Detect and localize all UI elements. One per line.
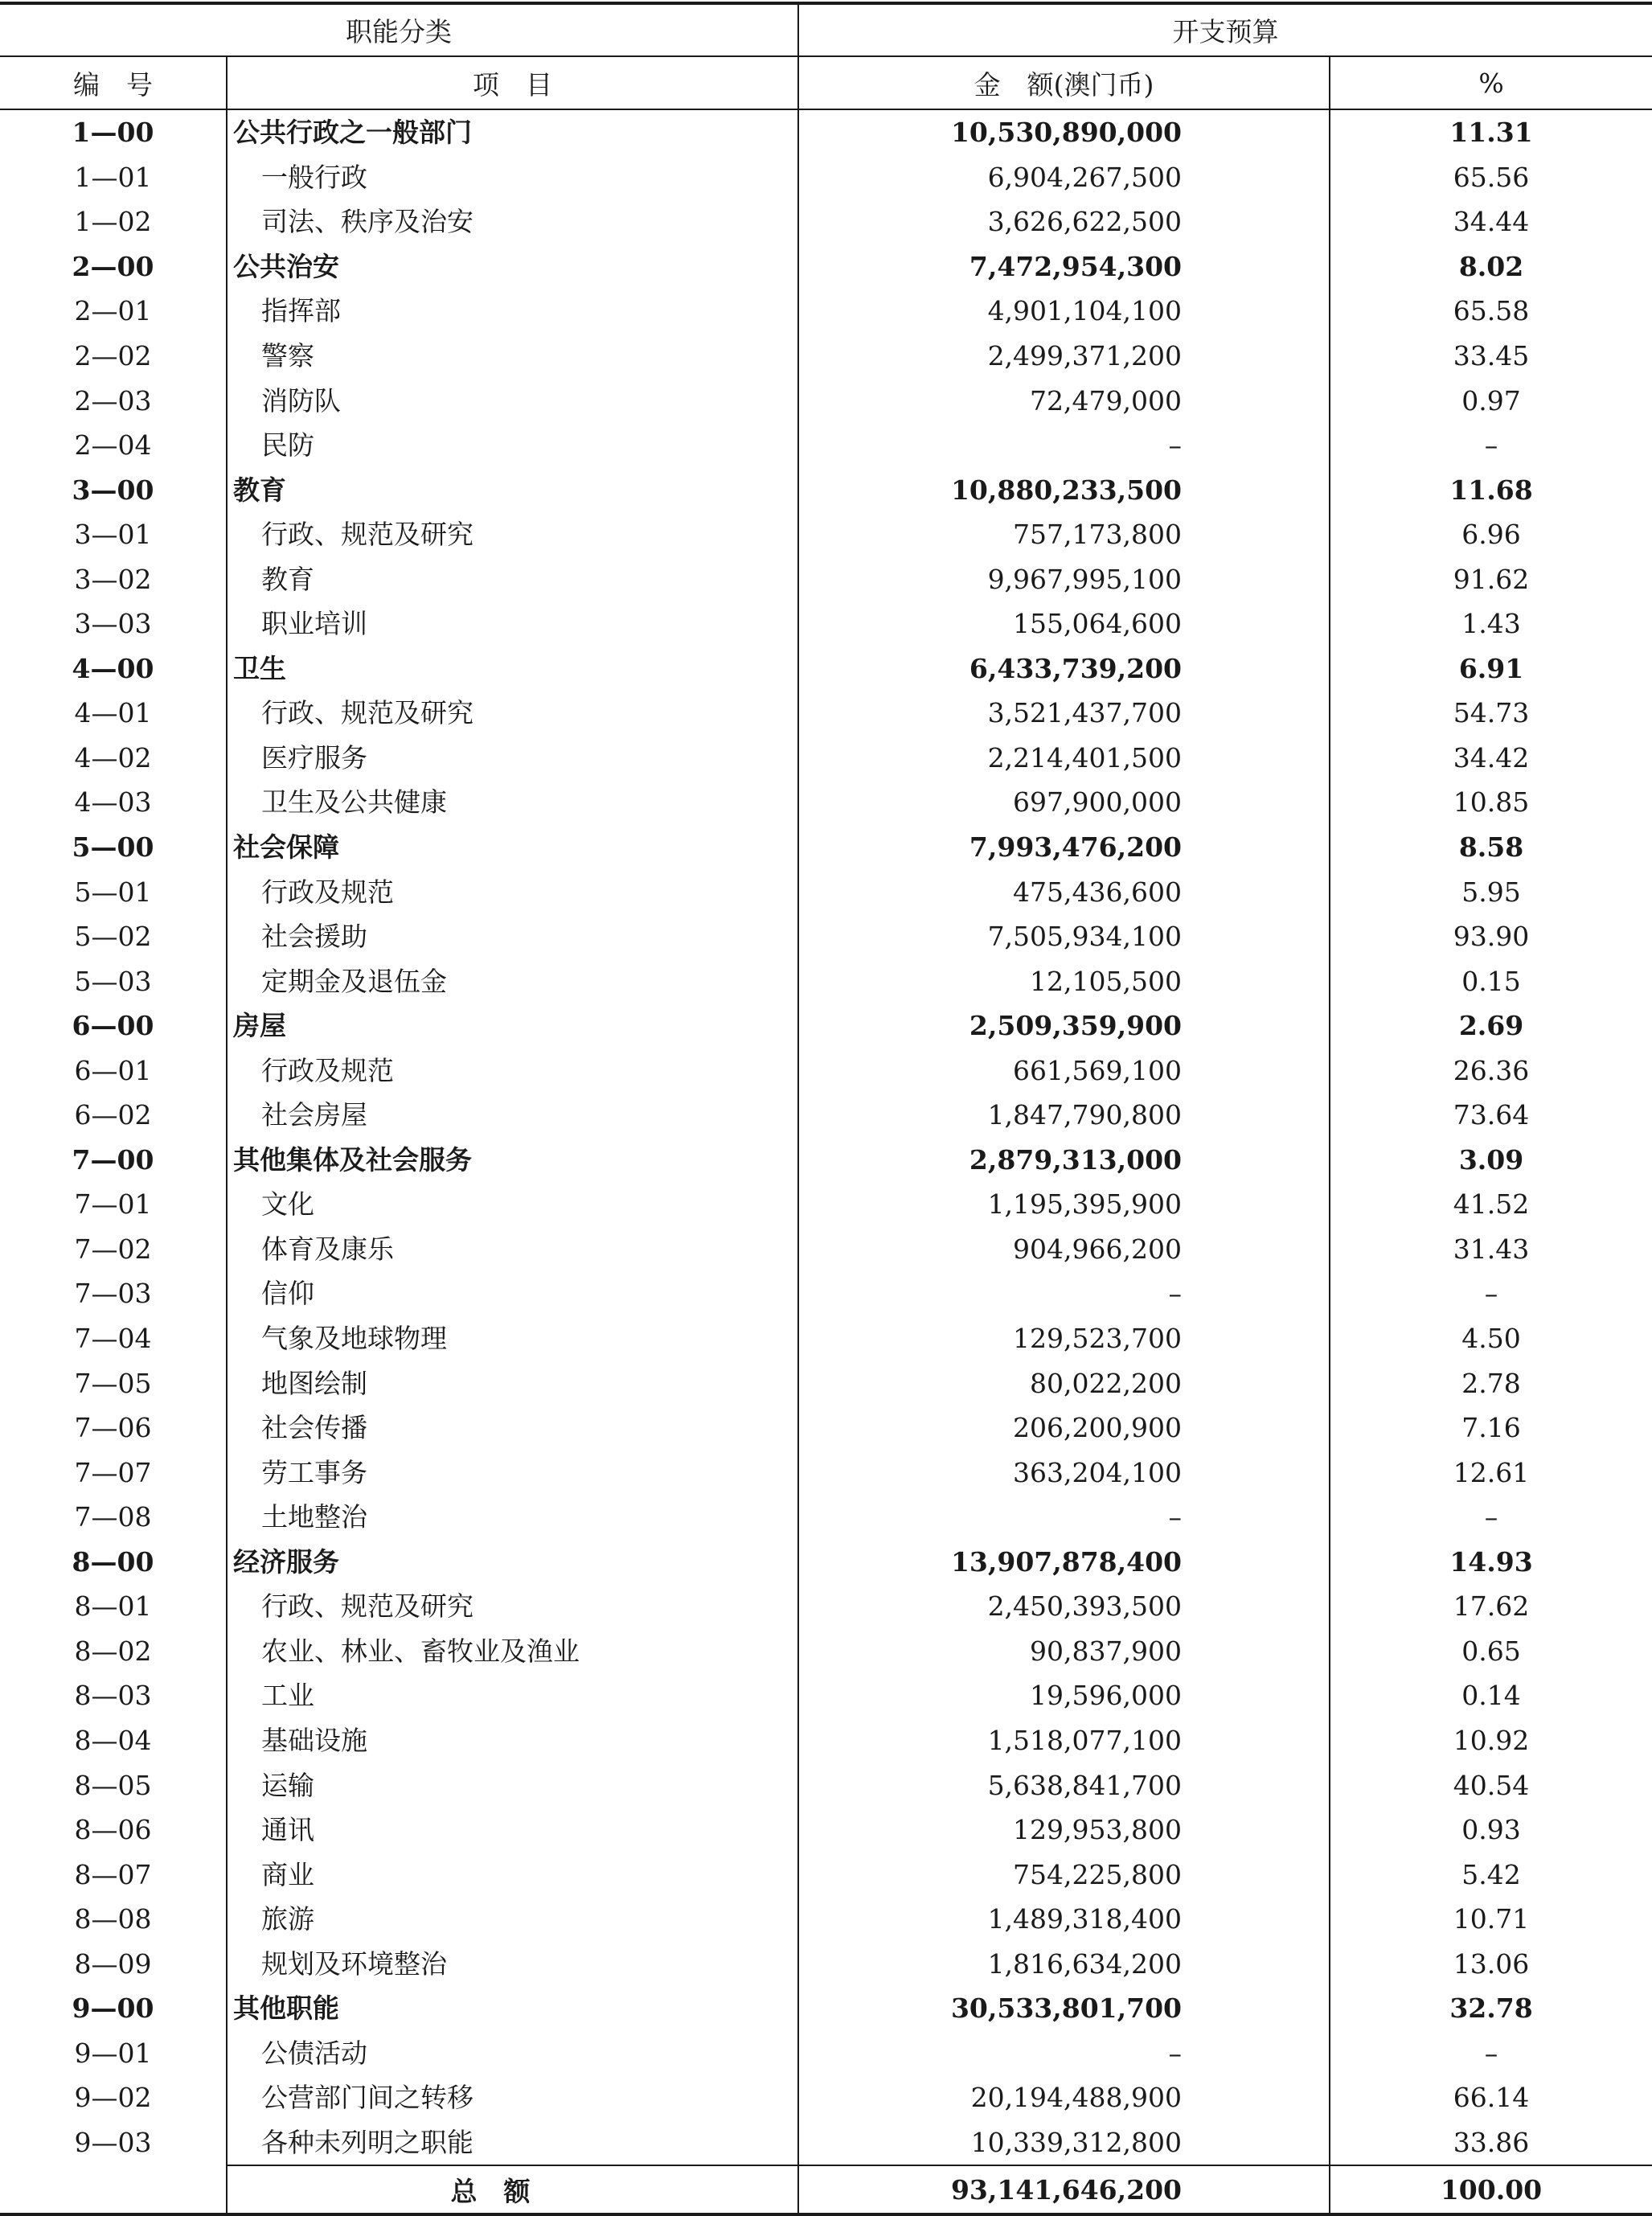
row-amount: 206,200,900 bbox=[798, 1406, 1330, 1451]
table-row bbox=[0, 1093, 1652, 1138]
row-percent: 10.71 bbox=[1330, 1897, 1652, 1942]
header-percent: % bbox=[1330, 56, 1652, 109]
row-amount: 7,472,954,300 bbox=[798, 244, 1330, 289]
table-row bbox=[0, 1048, 1652, 1093]
row-item: 行政、规范及研究 bbox=[227, 1584, 798, 1629]
row-percent: 2.78 bbox=[1330, 1360, 1652, 1406]
row-code: 8—05 bbox=[74, 1769, 152, 1801]
row-item: 其他职能 bbox=[227, 1986, 798, 2031]
table-row bbox=[0, 2031, 1652, 2076]
row-amount: 1,816,634,200 bbox=[798, 1941, 1330, 1986]
row-percent: 8.58 bbox=[1330, 825, 1652, 870]
row-percent: 33.45 bbox=[1330, 334, 1652, 379]
row-percent: – bbox=[1330, 1495, 1652, 1540]
row-item: 一般行政 bbox=[227, 155, 798, 200]
row-percent: 0.65 bbox=[1330, 1629, 1652, 1674]
row-code: 8—02 bbox=[74, 1635, 152, 1667]
row-percent: 10.92 bbox=[1330, 1718, 1652, 1763]
row-code: 8—03 bbox=[74, 1680, 152, 1712]
table-row bbox=[0, 1673, 1652, 1718]
row-amount: 757,173,800 bbox=[798, 512, 1330, 557]
row-code: 2—01 bbox=[74, 295, 152, 327]
row-percent: – bbox=[1330, 1271, 1652, 1316]
row-code: 6—01 bbox=[74, 1054, 152, 1086]
table-row bbox=[0, 691, 1652, 736]
row-code: 5—01 bbox=[74, 876, 152, 908]
row-percent: 65.56 bbox=[1330, 155, 1652, 200]
row-item: 公营部门间之转移 bbox=[227, 2075, 798, 2120]
row-amount: 2,509,359,900 bbox=[798, 1003, 1330, 1048]
row-amount: 4,901,104,100 bbox=[798, 289, 1330, 334]
row-item: 公共治安 bbox=[227, 244, 798, 289]
row-percent: 17.62 bbox=[1330, 1584, 1652, 1629]
row-item: 司法、秩序及治安 bbox=[227, 199, 798, 244]
row-code: 1—01 bbox=[74, 161, 152, 193]
row-amount: 363,204,100 bbox=[798, 1450, 1330, 1495]
row-percent: 54.73 bbox=[1330, 691, 1652, 736]
row-amount: 129,523,700 bbox=[798, 1316, 1330, 1361]
row-item: 社会传播 bbox=[227, 1406, 798, 1451]
header-code: 编 号 bbox=[0, 56, 227, 109]
row-percent: 6.91 bbox=[1330, 646, 1652, 691]
row-percent: 11.68 bbox=[1330, 467, 1652, 512]
row-code: 2—03 bbox=[74, 384, 152, 417]
row-amount: 2,499,371,200 bbox=[798, 334, 1330, 379]
row-code: 2—04 bbox=[74, 429, 152, 462]
row-code: 8—07 bbox=[74, 1858, 152, 1890]
row-code: 2—02 bbox=[74, 340, 152, 371]
row-item: 卫生 bbox=[227, 646, 798, 691]
row-item: 社会房屋 bbox=[227, 1093, 798, 1138]
row-percent: 4.50 bbox=[1330, 1316, 1652, 1361]
row-percent: 8.02 bbox=[1330, 244, 1652, 289]
header-expenditure-budget: 开支预算 bbox=[798, 3, 1652, 56]
row-item: 其他集体及社会服务 bbox=[227, 1138, 798, 1183]
row-item: 定期金及退伍金 bbox=[227, 958, 798, 1003]
table-footer bbox=[0, 2165, 1652, 2214]
table-row bbox=[0, 1316, 1652, 1361]
row-item: 基础设施 bbox=[227, 1718, 798, 1763]
row-code: 3—03 bbox=[74, 608, 152, 640]
row-amount: – bbox=[798, 1495, 1330, 1540]
table-row bbox=[0, 958, 1652, 1003]
table-header bbox=[0, 3, 1652, 109]
row-amount: 1,847,790,800 bbox=[798, 1093, 1330, 1138]
row-percent: – bbox=[1330, 423, 1652, 468]
table-row bbox=[0, 556, 1652, 601]
table-row bbox=[0, 1450, 1652, 1495]
row-amount: 10,530,890,000 bbox=[798, 109, 1330, 155]
row-percent: 13.06 bbox=[1330, 1941, 1652, 1986]
row-code: 8—00 bbox=[72, 1545, 154, 1578]
row-item: 指挥部 bbox=[227, 289, 798, 334]
row-percent: 1.43 bbox=[1330, 601, 1652, 646]
row-amount: 10,880,233,500 bbox=[798, 467, 1330, 512]
row-code: 7—06 bbox=[74, 1412, 152, 1444]
row-percent: 91.62 bbox=[1330, 556, 1652, 601]
row-code: 6—00 bbox=[72, 1010, 154, 1042]
table-body bbox=[0, 109, 1652, 2165]
row-amount: 7,993,476,200 bbox=[798, 825, 1330, 870]
header-amount: 金 额(澳门币) bbox=[798, 56, 1330, 109]
row-amount: 72,479,000 bbox=[798, 378, 1330, 423]
row-code: 8—06 bbox=[74, 1814, 152, 1846]
row-percent: 0.15 bbox=[1330, 958, 1652, 1003]
table-row bbox=[0, 869, 1652, 914]
row-code: 9—02 bbox=[74, 2082, 152, 2114]
category-row bbox=[0, 646, 1652, 691]
row-item: 农业、林业、畜牧业及渔业 bbox=[227, 1629, 798, 1674]
row-amount: 754,225,800 bbox=[798, 1852, 1330, 1897]
row-code: 7—01 bbox=[74, 1188, 152, 1221]
row-item: 旅游 bbox=[227, 1897, 798, 1942]
table-row bbox=[0, 780, 1652, 825]
row-percent: 0.93 bbox=[1330, 1808, 1652, 1853]
total-amount: 93,141,646,200 bbox=[798, 2165, 1330, 2214]
row-item: 社会保障 bbox=[227, 825, 798, 870]
row-code: 5—02 bbox=[74, 921, 152, 953]
row-amount: 12,105,500 bbox=[798, 958, 1330, 1003]
row-code: 8—08 bbox=[74, 1903, 152, 1935]
row-amount: 129,953,800 bbox=[798, 1808, 1330, 1853]
row-amount: 2,214,401,500 bbox=[798, 736, 1330, 781]
row-code: 4—01 bbox=[74, 697, 152, 729]
total-percent: 100.00 bbox=[1330, 2165, 1652, 2214]
table-row bbox=[0, 1941, 1652, 1986]
table-row bbox=[0, 736, 1652, 781]
row-item: 气象及地球物理 bbox=[227, 1316, 798, 1361]
row-code: 9—03 bbox=[74, 2127, 152, 2159]
table-row bbox=[0, 1629, 1652, 1674]
table-row bbox=[0, 334, 1652, 379]
row-item: 运输 bbox=[227, 1763, 798, 1808]
row-percent: 0.97 bbox=[1330, 378, 1652, 423]
row-amount: 697,900,000 bbox=[798, 780, 1330, 825]
table-row bbox=[0, 1227, 1652, 1272]
header-functional-classification: 职能分类 bbox=[0, 3, 798, 56]
row-item: 地图绘制 bbox=[227, 1360, 798, 1406]
row-percent: 66.14 bbox=[1330, 2075, 1652, 2120]
table-row bbox=[0, 1718, 1652, 1763]
row-item: 行政及规范 bbox=[227, 869, 798, 914]
table-row bbox=[0, 914, 1652, 959]
table-row bbox=[0, 1495, 1652, 1540]
category-row bbox=[0, 1986, 1652, 2031]
row-amount: 30,533,801,700 bbox=[798, 1986, 1330, 2031]
row-amount: 661,569,100 bbox=[798, 1048, 1330, 1093]
row-percent: 41.52 bbox=[1330, 1182, 1652, 1227]
table-row bbox=[0, 1808, 1652, 1853]
row-item: 教育 bbox=[227, 467, 798, 512]
row-percent: 31.43 bbox=[1330, 1227, 1652, 1272]
row-item: 卫生及公共健康 bbox=[227, 780, 798, 825]
row-code: 3—00 bbox=[72, 474, 154, 506]
row-amount: 7,505,934,100 bbox=[798, 914, 1330, 959]
row-code: 7—02 bbox=[74, 1233, 152, 1265]
row-percent: 3.09 bbox=[1330, 1138, 1652, 1183]
row-percent: 34.44 bbox=[1330, 199, 1652, 244]
row-item: 警察 bbox=[227, 334, 798, 379]
row-code: 5—00 bbox=[72, 831, 154, 864]
row-percent: 73.64 bbox=[1330, 1093, 1652, 1138]
row-percent: 33.86 bbox=[1330, 2120, 1652, 2166]
row-code: 8—01 bbox=[74, 1590, 152, 1623]
table-row bbox=[0, 1406, 1652, 1451]
row-amount: – bbox=[798, 2031, 1330, 2076]
row-code: 5—03 bbox=[74, 965, 152, 997]
table-row bbox=[0, 601, 1652, 646]
row-amount: 155,064,600 bbox=[798, 601, 1330, 646]
row-code: 8—09 bbox=[74, 1947, 152, 1980]
row-item: 通讯 bbox=[227, 1808, 798, 1853]
category-row bbox=[0, 467, 1652, 512]
row-code: 3—01 bbox=[74, 519, 152, 551]
row-amount: 19,596,000 bbox=[798, 1673, 1330, 1718]
budget-table bbox=[0, 2, 1652, 2216]
table-row bbox=[0, 512, 1652, 557]
row-percent: 11.31 bbox=[1330, 109, 1652, 155]
row-amount: 9,967,995,100 bbox=[798, 556, 1330, 601]
table-row bbox=[0, 1852, 1652, 1897]
table-row bbox=[0, 199, 1652, 244]
row-amount: 1,489,318,400 bbox=[798, 1897, 1330, 1942]
table-row bbox=[0, 378, 1652, 423]
category-row bbox=[0, 109, 1652, 155]
row-percent: 0.14 bbox=[1330, 1673, 1652, 1718]
total-code-cell bbox=[0, 2165, 227, 2214]
row-item: 体育及康乐 bbox=[227, 1227, 798, 1272]
row-percent: 5.42 bbox=[1330, 1852, 1652, 1897]
row-item: 经济服务 bbox=[227, 1540, 798, 1585]
row-percent: 7.16 bbox=[1330, 1406, 1652, 1451]
row-code: 4—00 bbox=[72, 652, 154, 684]
table-row bbox=[0, 2120, 1652, 2166]
total-row bbox=[0, 2165, 1652, 2214]
row-code: 4—03 bbox=[74, 786, 152, 819]
row-amount: 5,638,841,700 bbox=[798, 1763, 1330, 1808]
row-item: 规划及环境整治 bbox=[227, 1941, 798, 1986]
row-code: 1—02 bbox=[74, 206, 152, 238]
table-row bbox=[0, 1897, 1652, 1942]
row-code: 8—04 bbox=[74, 1724, 152, 1756]
table-row bbox=[0, 1763, 1652, 1808]
row-item: 民防 bbox=[227, 423, 798, 468]
row-item: 房屋 bbox=[227, 1003, 798, 1048]
row-item: 社会援助 bbox=[227, 914, 798, 959]
row-percent: 32.78 bbox=[1330, 1986, 1652, 2031]
row-item: 商业 bbox=[227, 1852, 798, 1897]
row-percent: 40.54 bbox=[1330, 1763, 1652, 1808]
row-item: 行政、规范及研究 bbox=[227, 691, 798, 736]
row-code: 2—00 bbox=[72, 250, 154, 282]
row-percent: 65.58 bbox=[1330, 289, 1652, 334]
row-amount: 10,339,312,800 bbox=[798, 2120, 1330, 2166]
row-code: 9—00 bbox=[72, 1992, 154, 2025]
row-percent: 93.90 bbox=[1330, 914, 1652, 959]
row-amount: 6,904,267,500 bbox=[798, 155, 1330, 200]
row-code: 1—00 bbox=[72, 117, 154, 149]
row-item: 工业 bbox=[227, 1673, 798, 1718]
row-amount: 2,879,313,000 bbox=[798, 1138, 1330, 1183]
table-row bbox=[0, 155, 1652, 200]
row-code: 7—03 bbox=[74, 1278, 152, 1310]
row-percent: 2.69 bbox=[1330, 1003, 1652, 1048]
row-percent: 14.93 bbox=[1330, 1540, 1652, 1585]
table-row bbox=[0, 2075, 1652, 2120]
row-item: 公共行政之一般部门 bbox=[227, 109, 798, 155]
table-row bbox=[0, 1360, 1652, 1406]
row-percent: 6.96 bbox=[1330, 512, 1652, 557]
row-amount: 2,450,393,500 bbox=[798, 1584, 1330, 1629]
row-code: 7—07 bbox=[74, 1456, 152, 1488]
row-amount: – bbox=[798, 423, 1330, 468]
row-percent: 10.85 bbox=[1330, 780, 1652, 825]
row-item: 各种未列明之职能 bbox=[227, 2120, 798, 2166]
category-row bbox=[0, 244, 1652, 289]
row-item: 劳工事务 bbox=[227, 1450, 798, 1495]
row-amount: 904,966,200 bbox=[798, 1227, 1330, 1272]
total-label: 总 额 bbox=[227, 2165, 798, 2214]
row-amount: 20,194,488,900 bbox=[798, 2075, 1330, 2120]
row-item: 行政及规范 bbox=[227, 1048, 798, 1093]
row-amount: 3,626,622,500 bbox=[798, 199, 1330, 244]
table-row bbox=[0, 423, 1652, 468]
category-row bbox=[0, 1003, 1652, 1048]
row-item: 行政、规范及研究 bbox=[227, 512, 798, 557]
row-amount: 3,521,437,700 bbox=[798, 691, 1330, 736]
row-item: 文化 bbox=[227, 1182, 798, 1227]
header-item: 项 目 bbox=[227, 56, 798, 109]
row-amount: 1,518,077,100 bbox=[798, 1718, 1330, 1763]
row-percent: 34.42 bbox=[1330, 736, 1652, 781]
row-code: 6—02 bbox=[74, 1099, 152, 1131]
row-code: 9—01 bbox=[74, 2037, 152, 2069]
row-item: 消防队 bbox=[227, 378, 798, 423]
row-item: 土地整治 bbox=[227, 1495, 798, 1540]
row-item: 职业培训 bbox=[227, 601, 798, 646]
row-percent: – bbox=[1330, 2031, 1652, 2076]
category-row bbox=[0, 1540, 1652, 1585]
row-code: 4—02 bbox=[74, 741, 152, 774]
category-row bbox=[0, 1138, 1652, 1183]
row-percent: 26.36 bbox=[1330, 1048, 1652, 1093]
row-amount: 1,195,395,900 bbox=[798, 1182, 1330, 1227]
row-item: 教育 bbox=[227, 556, 798, 601]
row-code: 7—00 bbox=[72, 1143, 154, 1176]
row-percent: 5.95 bbox=[1330, 869, 1652, 914]
table-row bbox=[0, 1584, 1652, 1629]
row-amount: 80,022,200 bbox=[798, 1360, 1330, 1406]
row-code: 7—05 bbox=[74, 1367, 152, 1399]
row-amount: – bbox=[798, 1271, 1330, 1316]
table-row bbox=[0, 1182, 1652, 1227]
category-row bbox=[0, 825, 1652, 870]
table-row bbox=[0, 289, 1652, 334]
row-code: 7—04 bbox=[74, 1323, 152, 1355]
row-code: 3—02 bbox=[74, 563, 152, 595]
row-amount: 475,436,600 bbox=[798, 869, 1330, 914]
table-row bbox=[0, 1271, 1652, 1316]
row-amount: 13,907,878,400 bbox=[798, 1540, 1330, 1585]
row-amount: 90,837,900 bbox=[798, 1629, 1330, 1674]
row-item: 信仰 bbox=[227, 1271, 798, 1316]
row-item: 公债活动 bbox=[227, 2031, 798, 2076]
row-code: 7—08 bbox=[74, 1501, 152, 1533]
row-item: 医疗服务 bbox=[227, 736, 798, 781]
row-percent: 12.61 bbox=[1330, 1450, 1652, 1495]
row-amount: 6,433,739,200 bbox=[798, 646, 1330, 691]
